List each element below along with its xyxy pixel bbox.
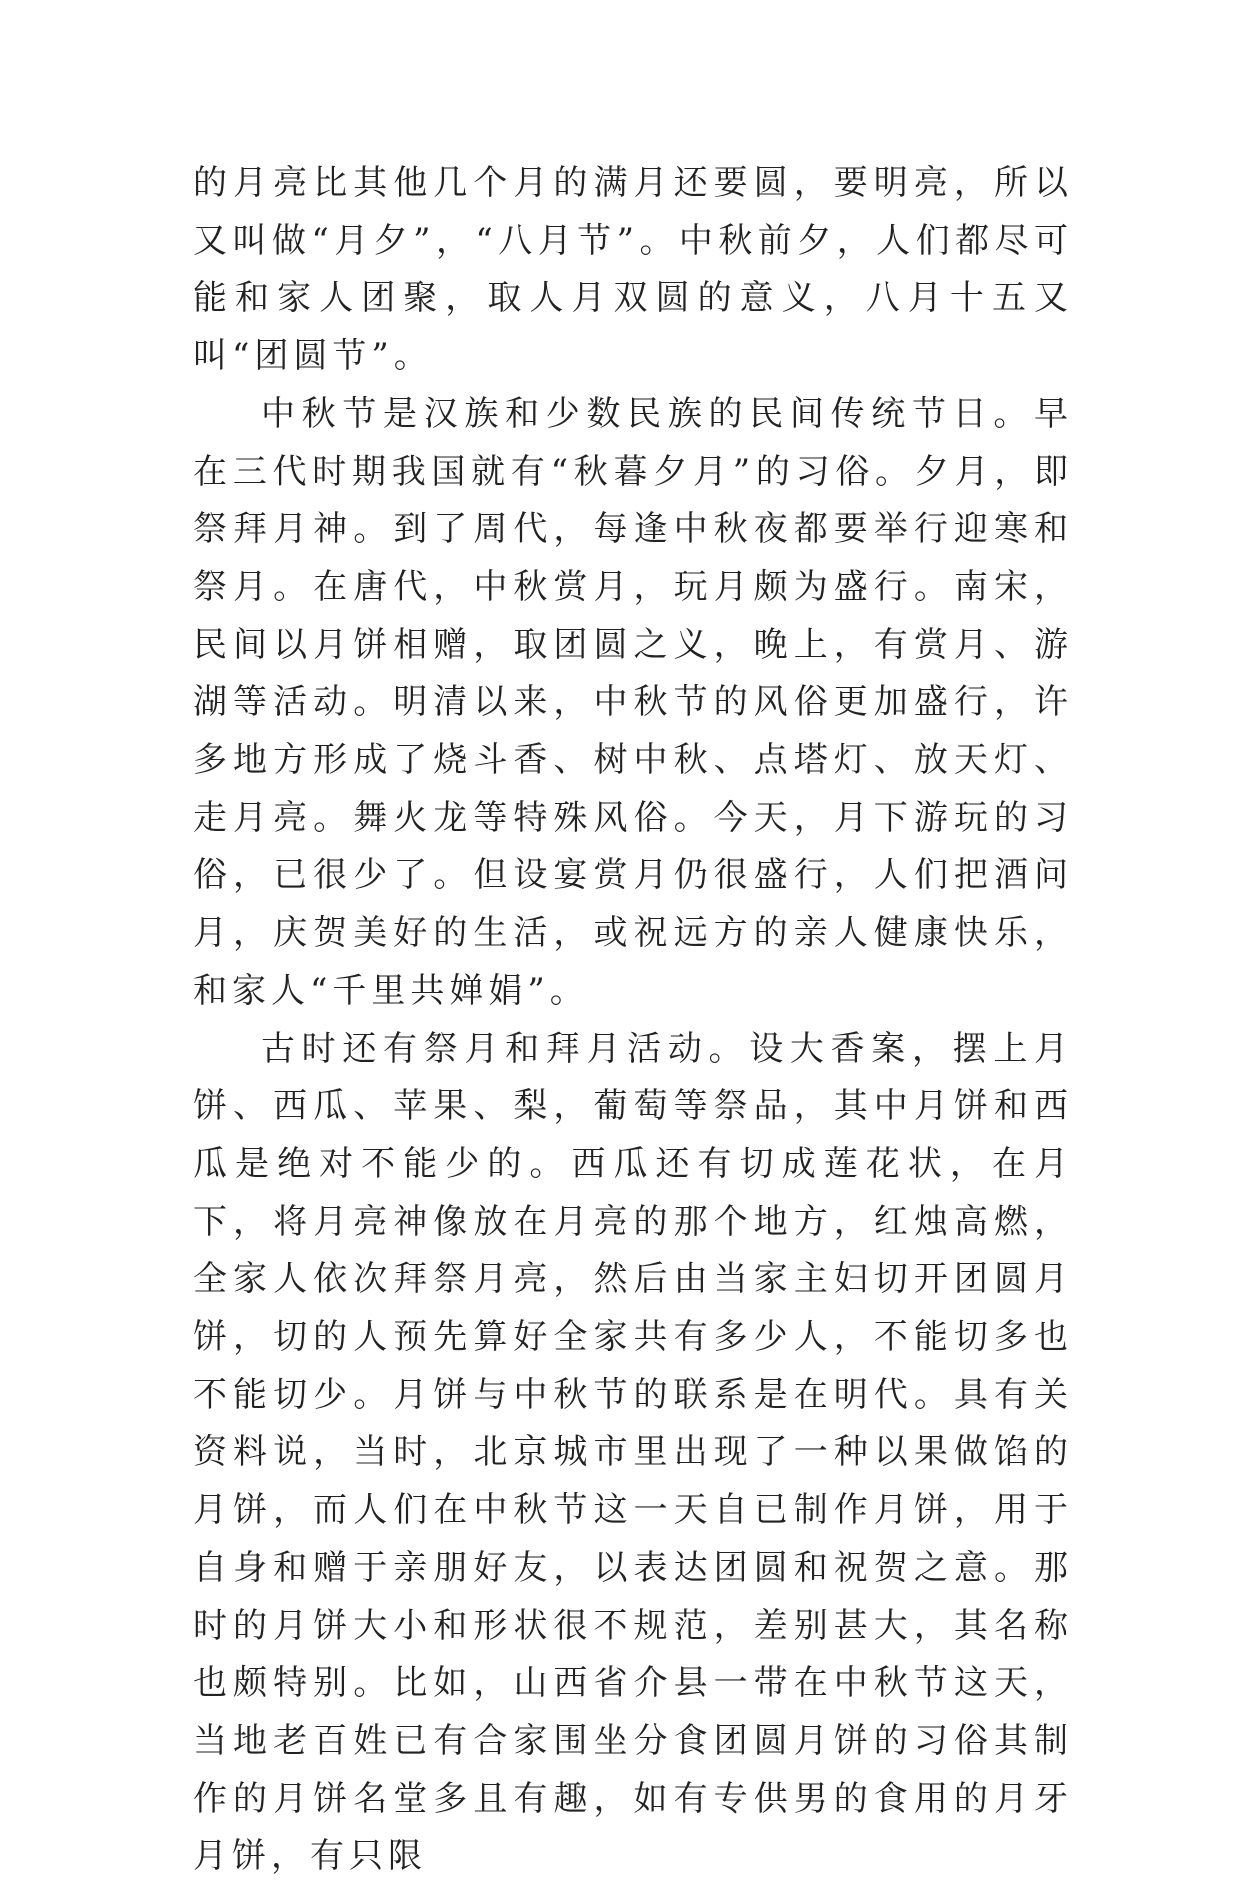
paragraph-3: 古时还有祭月和拜月活动。设大香案，摆上月饼、西瓜、苹果、梨，葡萄等祭品，其中月饼和西瓜是绝对不能少的。西瓜还有切成莲花状，在月下，将月亮神像放在月亮的那个地方，红烛高燃，全家人依次拜祭月亮，然后由当家主妇切开团圆月饼，切的人预先算好全家共有多少人，不能切多也不能切少。月饼与中秋节的联系是在明代。具有关资料说，当时，北京城市里出现了一种以果做馅的月饼，而人们在中秋节这一天自已制作月饼，用于自身和赠于亲朋好友，以表达团圆和祝贺之意。那时的月饼大小和形状很不规范，差别甚大，其名称也颇特别。比如，山西省介县一带在中秋节这天，当地老百姓已有合家围坐分食团圆月饼的习俗其制作的月饼名堂多且有趣，如有专供男的食用的月牙月饼，有只限 — [193, 1028, 1073, 1877]
document-body — [193, 155, 1073, 1886]
paragraph-1: 的月亮比其他几个月的满月还要圆，要明亮，所以又叫做“月夕”，“八月节”。中秋前夕，人们都尽可能和家人团聚，取人月双圆的意义，八月十五又叫“团圆节”。 — [193, 163, 1073, 377]
paragraph-2: 中秋节是汉族和少数民族的民间传统节日。早在三代时期我国就有“秋暮夕月”的习俗。夕月，即祭拜月神。到了周代，每逢中秋夜都要举行迎寒和祭月。在唐代，中秋赏月，玩月颇为盛行。南宋，民间以月饼相赠，取团圆之义，晚上，有赏月、游湖等活动。明清以来，中秋节的风俗更加盛行，许多地方形成了烧斗香、树中秋、点塔灯、放天灯、走月亮。舞火龙等特殊风俗。今天，月下游玩的习俗，已很少了。但设宴赏月仍很盛行，人们把酒问月，庆贺美好的生活，或祝远方的亲人健康快乐，和家人“千里共婵娟”。 — [193, 393, 1073, 1011]
